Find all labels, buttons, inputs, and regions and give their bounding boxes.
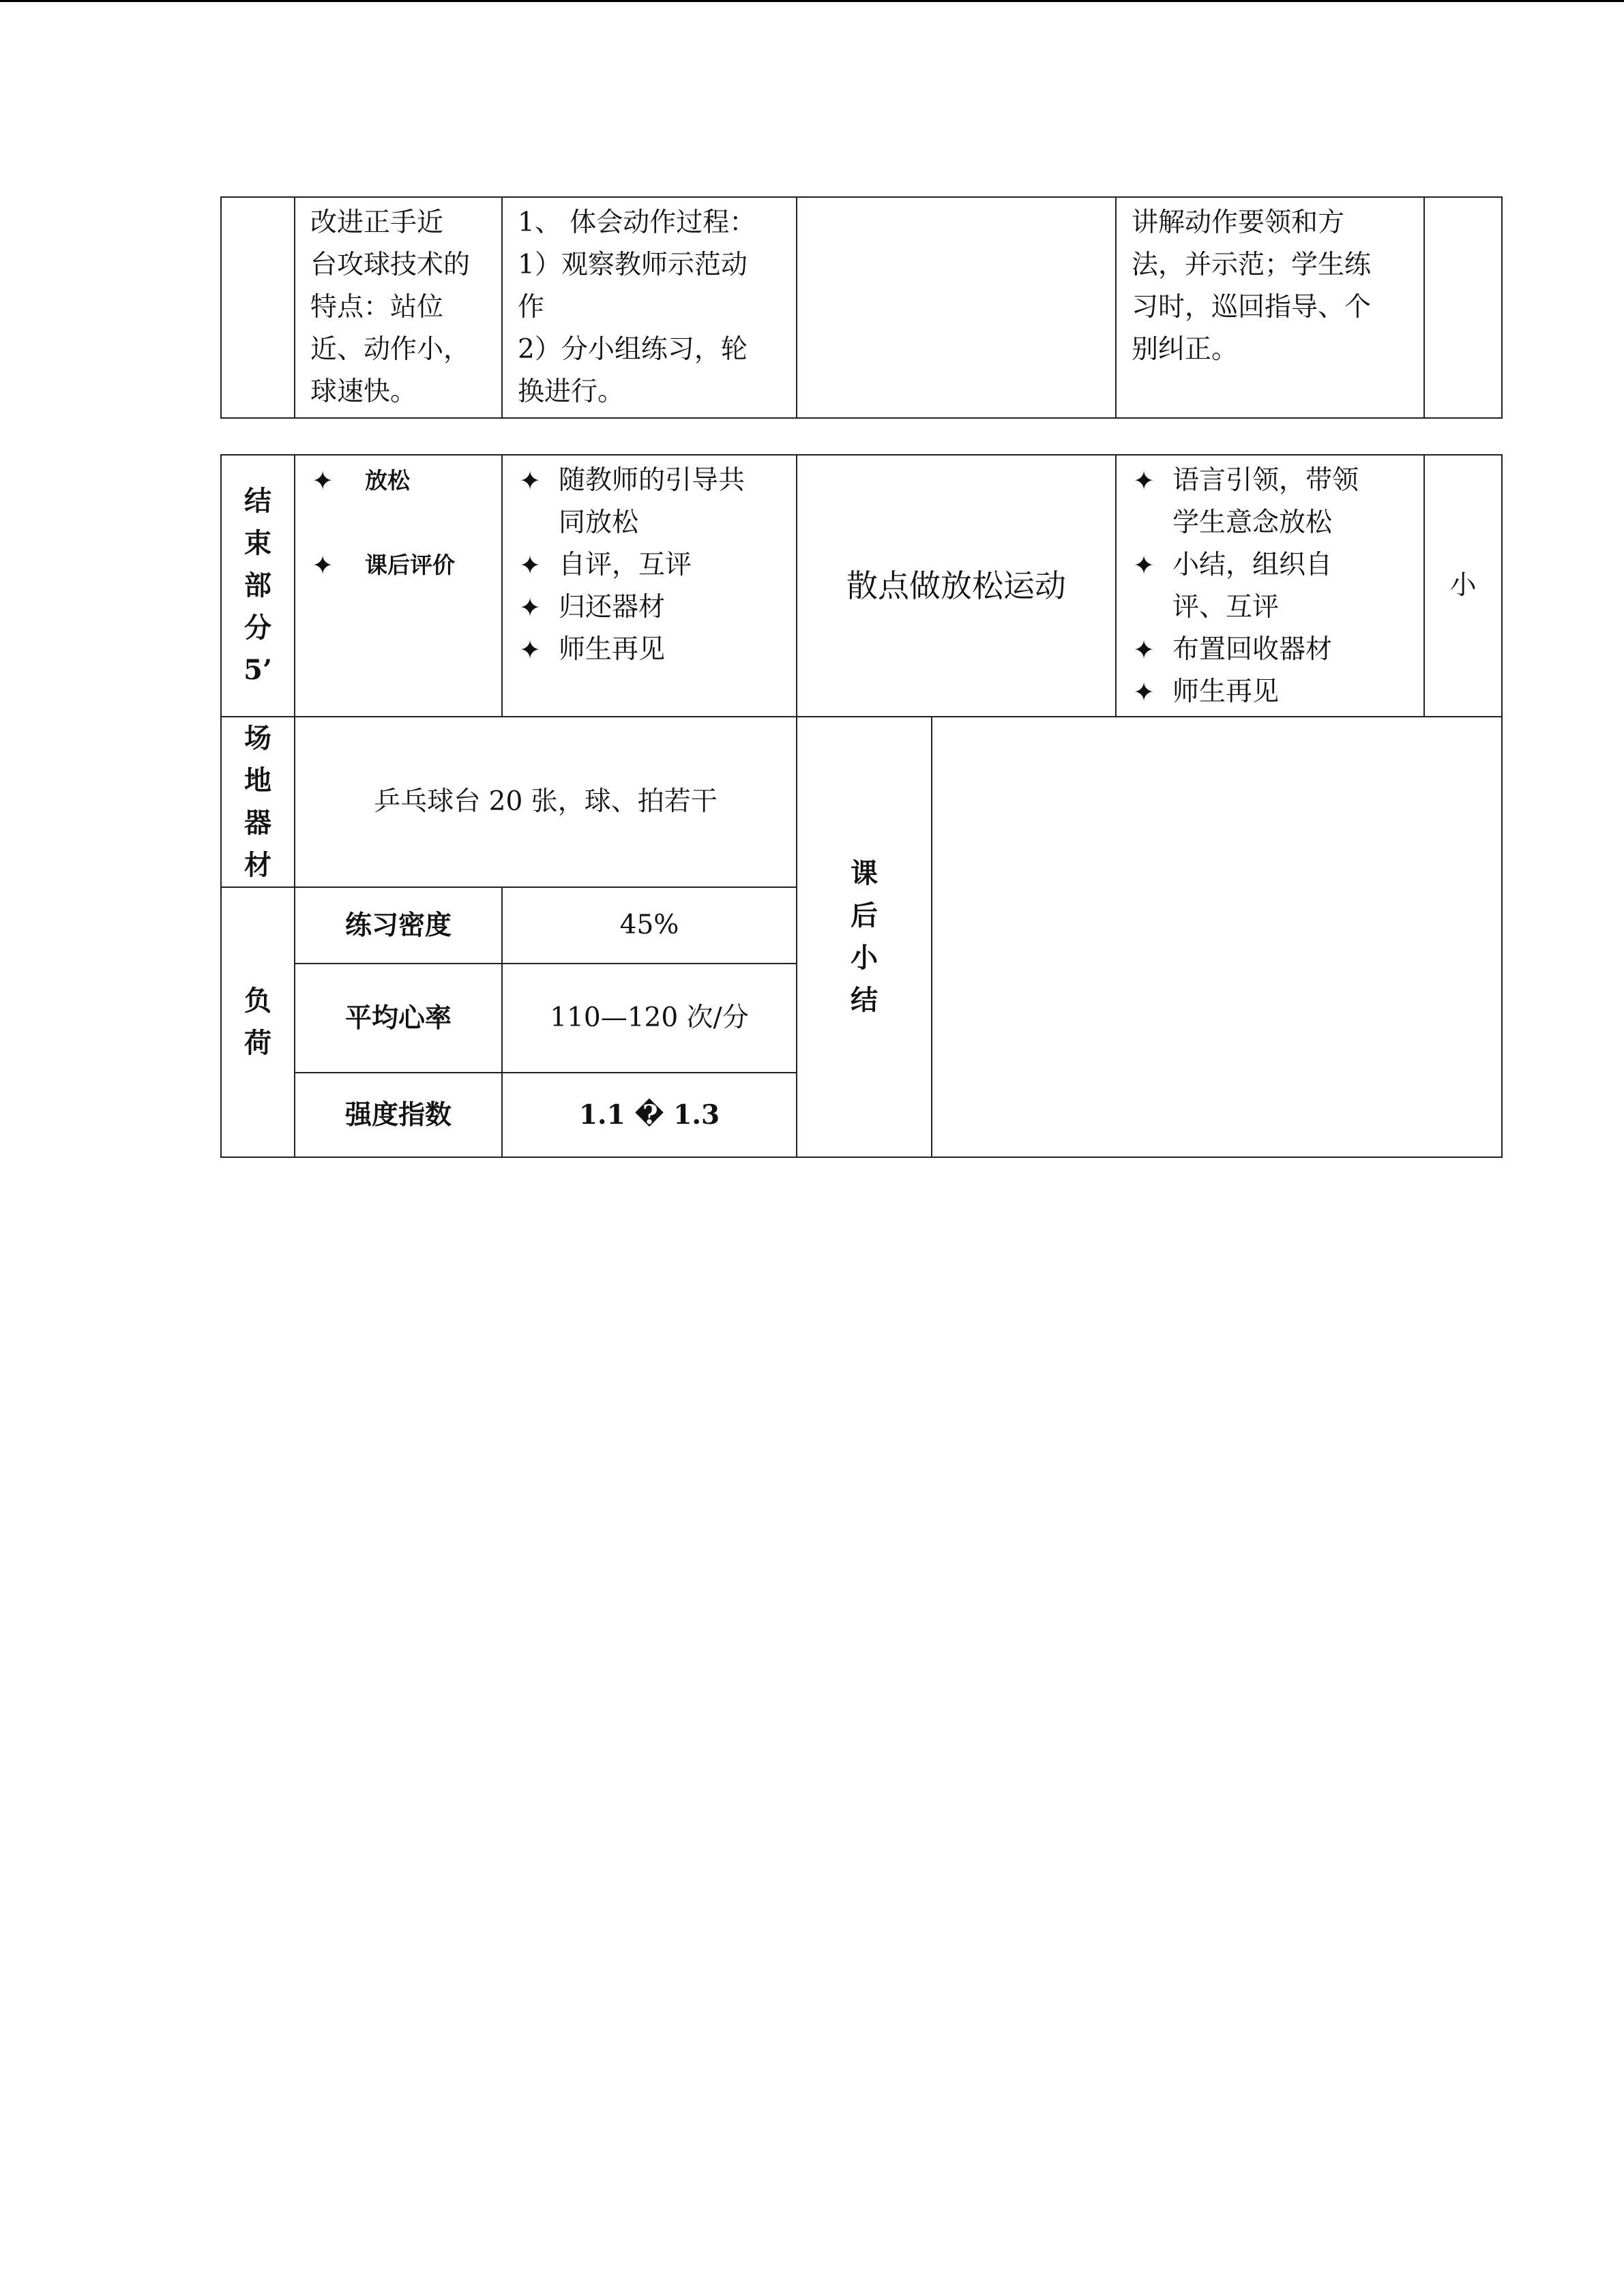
label-char: 5’ [243,654,272,686]
load-metric-value: 1.1 � 1.3 [502,1073,797,1157]
list-item-text: 师生再见 [1172,676,1280,707]
list-item-text: 自评，互评 [559,550,692,580]
list-item [516,460,782,544]
label-char: 结 [851,984,878,1016]
ending-section-label [221,455,295,717]
star-bullet-icon: ✦ [519,466,541,496]
text-line: 改进正手近 [310,207,444,238]
lesson-plan-table [220,454,1503,1158]
list-item [516,629,782,671]
content-list [295,456,501,589]
list-item-text: 学生意念放松 [1172,507,1333,538]
label-char: 小 [851,942,878,974]
load-metric-name: 强度指数 [295,1073,502,1157]
label-char: 分 [244,612,271,644]
lesson-summary-content [932,717,1502,1157]
star-bullet-icon: ✦ [1133,677,1155,707]
list-item-text: 归还器材 [559,592,666,623]
label-char: 课 [851,857,878,889]
text-line: 别纠正。 [1132,334,1239,365]
label-char: 束 [244,527,271,559]
star-bullet-icon: ✦ [1133,550,1155,580]
ending-intensity-cell: 小 [1424,455,1502,717]
load-metric-value: 110—120 次/分 [502,964,797,1073]
label-char: 场 [244,722,271,754]
label-char: 后 [851,899,878,931]
ending-organization-cell: 散点做放松运动 [797,455,1116,717]
label-char: 地 [244,764,271,796]
text-line: 近、动作小， [310,334,471,365]
list-item-text: 师生再见 [559,634,666,665]
ending-student-cell [502,455,797,717]
star-bullet-icon: ✦ [519,593,541,623]
text-line: 讲解动作要领和方 [1132,207,1345,238]
label-char: 荷 [244,1027,271,1059]
load-metric-name: 练习密度 [295,887,502,964]
text-line: 1、 体会动作过程： [518,207,756,238]
list-item-text: 随教师的引导共 [559,465,745,496]
list-item-text: 放松 [365,467,410,494]
text-line: 台攻球技术的 [310,250,471,280]
list-item [1130,544,1410,629]
venue-label [221,717,295,887]
teacher-guidance-cell [1116,197,1424,418]
ending-teacher-cell [1116,455,1424,717]
teacher-list [1117,456,1423,716]
student-list [503,456,796,674]
lesson-plan-table-continued [220,196,1503,419]
table-row [221,197,1502,418]
student-activity-cell [502,197,797,418]
list-item [1130,671,1410,713]
text-line: 球速快。 [310,376,417,407]
load-label [221,887,295,1157]
label-char: 结 [244,485,271,517]
load-metric-name: 平均心率 [295,964,502,1073]
star-bullet-icon: ✦ [312,550,334,580]
list-item-text: 课后评价 [365,552,455,578]
intensity-cell [1424,197,1502,418]
list-item [516,544,782,586]
section-cell [221,197,295,418]
ending-section-row [221,455,1502,717]
load-metric-value: 45% [502,887,797,964]
star-bullet-icon: ✦ [519,550,541,580]
star-bullet-icon: ✦ [1133,635,1155,665]
organization-cell [797,197,1116,418]
list-item [516,586,782,629]
text-line: 换进行。 [518,376,625,407]
star-bullet-icon: ✦ [1133,466,1155,496]
list-item-text: 评、互评 [1172,592,1280,623]
text-line: 2）分小组练习，轮 [518,334,748,365]
list-item-text: 小结，组织自 [1172,550,1333,580]
list-item-text: 同放松 [559,507,639,538]
text-line: 习时，巡回指导、个 [1132,292,1372,323]
list-item [1130,629,1410,671]
lesson-summary-label [797,717,932,1157]
list-item [1130,460,1410,544]
list-item-text: 语言引领，带领 [1172,465,1359,496]
text-line: 作 [518,292,545,323]
text-line: 法，并示范；学生练 [1132,250,1372,280]
venue-equipment-text: 乒乓球台 20 张，球、拍若干 [295,717,797,887]
label-char: 负 [244,985,271,1017]
list-item [309,544,488,586]
label-char: 器 [244,807,271,839]
text-line: 1）观察教师示范动 [518,250,748,280]
teaching-content-cell [295,197,502,418]
text-line: 特点：站位 [310,292,444,323]
star-bullet-icon: ✦ [519,635,541,665]
ending-content-cell [295,455,502,717]
page-top-border [0,0,1624,2]
star-bullet-icon: ✦ [312,466,334,496]
list-item-text: 布置回收器材 [1172,634,1333,665]
venue-row [221,717,1502,887]
list-item [309,460,488,502]
label-char: 部 [244,569,271,601]
label-char: 材 [244,849,271,881]
